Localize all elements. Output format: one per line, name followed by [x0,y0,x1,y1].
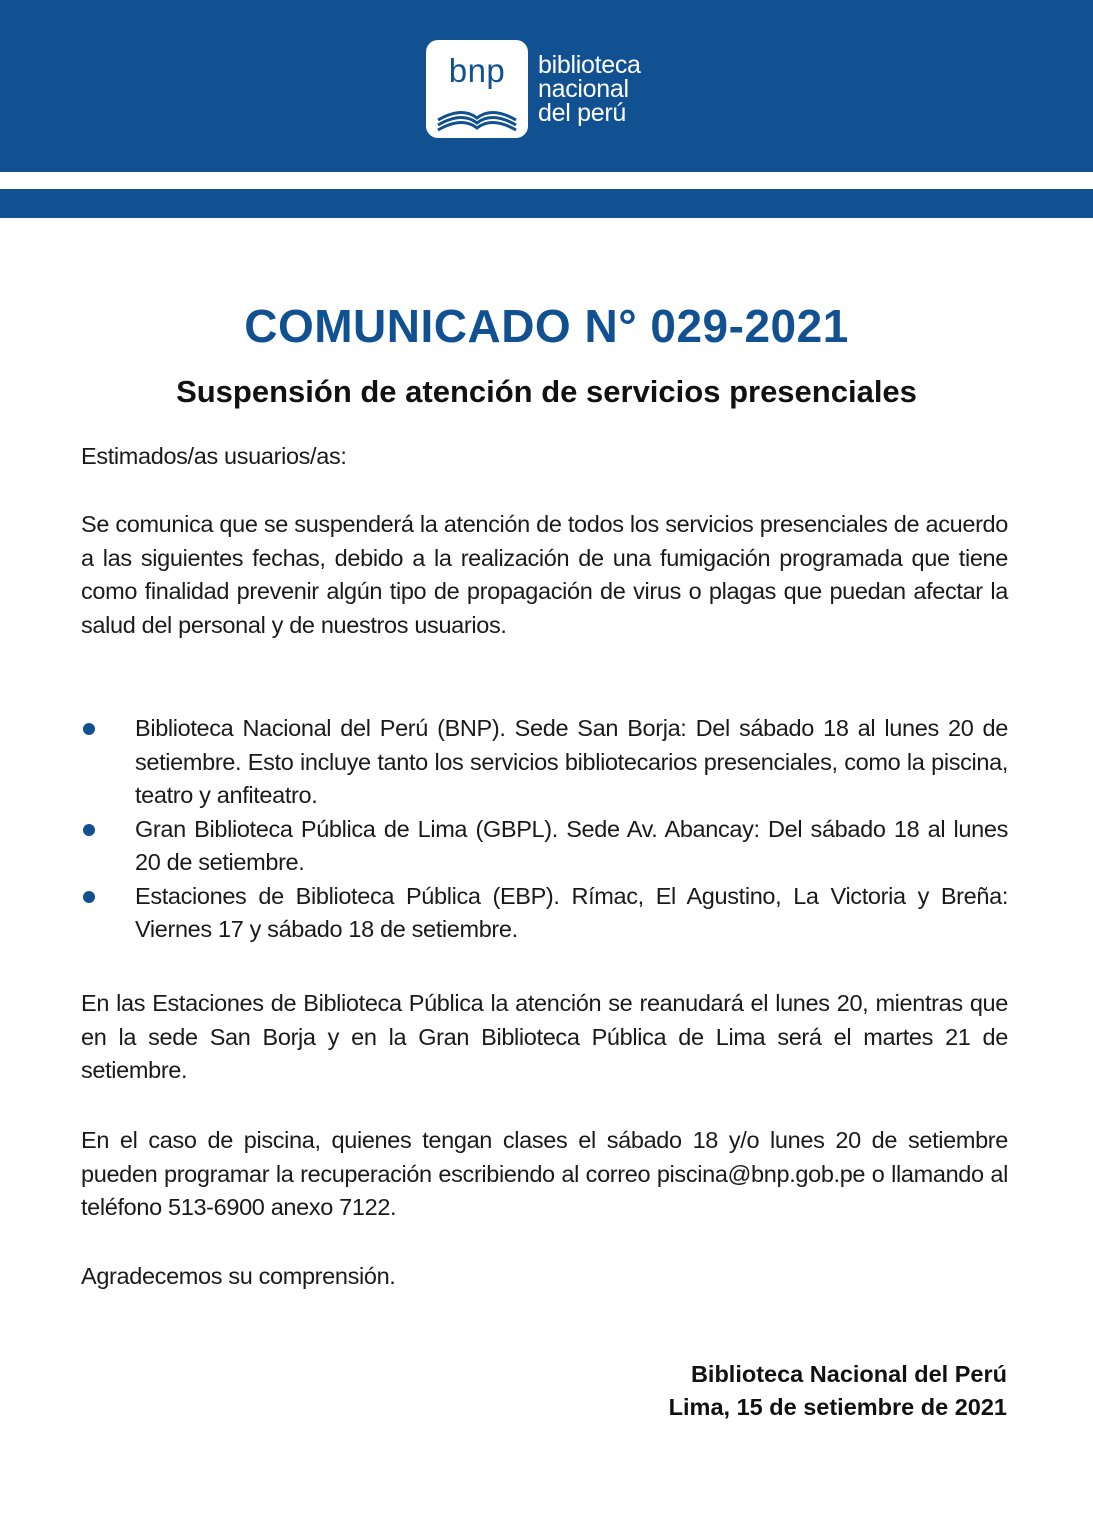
header-stripe [0,189,1093,218]
list-item [81,813,1008,880]
logo-word-line3: del perú [538,99,626,127]
page-title: COMUNICADO N° 029-2021 [244,300,849,352]
thanks-text: Agradecemos su comprensión. [81,1263,396,1289]
list-item-text: Estaciones de Biblioteca Pública (EBP). Rímac, El Agustino, La Victoria y Breña: Viernes 17 y sábado 18 de setiembre. [135,882,1008,942]
signature-org: Biblioteca Nacional del Perú [690,1361,1007,1387]
bullet-icon [83,723,95,735]
greeting: Estimados/as usuarios/as: [81,443,347,469]
signature-block [669,1358,1007,1424]
bullet-icon [83,824,95,836]
bnp-logo [426,40,686,140]
intro-paragraph: Se comunica que se suspenderá la atención de todos los servicios presenciales de acuerdo a las siguientes fechas, debido a la realización de una fumigación programada que tiene como finalidad prevenir algún tipo de propagación de virus o plagas que puedan afectar la salud del personal y de nuestros usuarios. [81,511,1008,638]
logo-badge-text: bnp [448,52,506,89]
resumption-paragraph: En las Estaciones de Biblioteca Pública la atención se reanudará el lunes 20, mientras que en la sede San Borja y en la Gran Biblioteca Pública de Lima será el martes 21 de setiembre. [81,990,1008,1083]
list-item [81,712,1008,813]
pool-paragraph: En el caso de piscina, quienes tengan clases el sábado 18 y/o lunes 20 de setiembre pueden programar la recuperación escribiendo al correo piscina@bnp.gob.pe o llamando al teléfono 513-6900 anexo 7122. [81,1127,1008,1220]
logo-badge [426,40,528,138]
list-item-text: Gran Biblioteca Pública de Lima (GBPL). Sede Av. Abancay: Del sábado 18 al lunes 20 de setiembre. [135,815,1008,875]
bullet-icon [83,891,95,903]
book-icon [434,98,520,132]
list-item [81,880,1008,947]
list-item-text: Biblioteca Nacional del Perú (BNP). Sede San Borja: Del sábado 18 al lunes 20 de setiembre. Esto incluye tanto los servicios bibliotecarios presenciales, como la piscina, teatro y anfiteatro. [135,715,1008,808]
signature-date: Lima, 15 de setiembre de 2021 [668,1394,1007,1420]
logo-word-line2: nacional [538,75,629,103]
page-subtitle: Suspensión de atención de servicios presenciales [176,374,917,409]
closure-list [81,712,1008,947]
logo-word-line1: biblioteca [538,51,641,79]
